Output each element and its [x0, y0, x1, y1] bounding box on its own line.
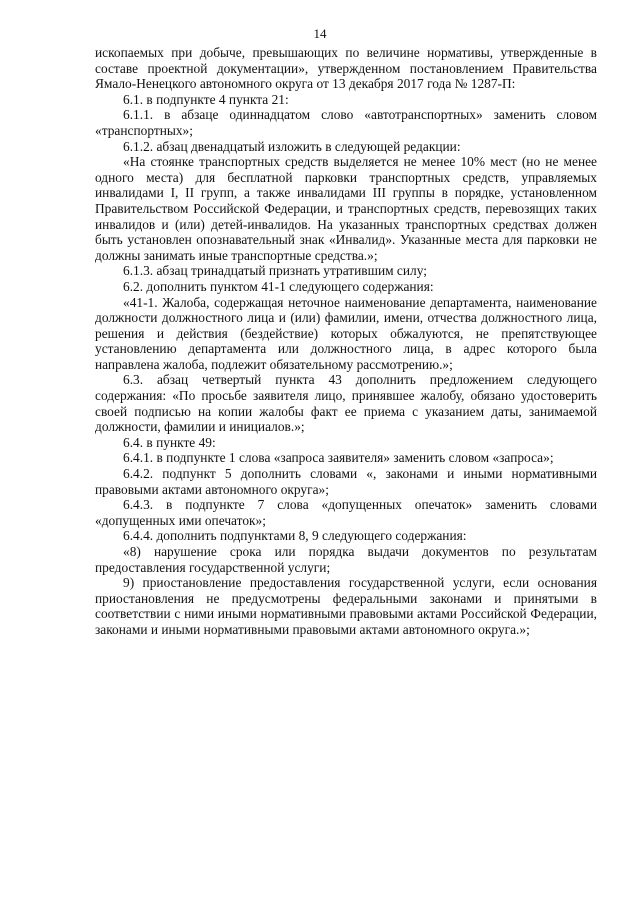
paragraph-6-1-3: 6.1.3. абзац тринадцатый признать утратившим силу; — [123, 263, 427, 279]
paragraph-subitem-8: «8) нарушение срока или порядка выдачи документов по результатам предоставления государственной услуги; — [95, 544, 597, 575]
paragraph-6-1-2: 6.1.2. абзац двенадцатый изложить в следующей редакции: — [123, 138, 461, 154]
paragraph-6-4-4: 6.4.4. дополнить подпунктами 8, 9 следующего содержания: — [123, 528, 467, 544]
paragraph-6-2: 6.2. дополнить пунктом 41-1 следующего содержания: — [123, 278, 434, 294]
page-number: 14 — [313, 26, 327, 41]
paragraph-intro: ископаемых при добыче, превышающих по величине нормативы, утвержденные в составе проектной документации», утвержденном постановлением Правительства Ямало-Ненецкого автономного округа от 13 декабря 2017 года № 1287-П: — [95, 45, 597, 92]
document-body — [95, 45, 597, 638]
paragraph-6-4-1: 6.4.1. в подпункте 1 слова «запроса заявителя» заменить словом «запроса»; — [123, 450, 554, 466]
paragraph-6-4-2: 6.4.2. подпункт 5 дополнить словами «, законами и иными нормативными правовыми актами автономного округа»; — [95, 466, 597, 497]
paragraph-6-4-3: 6.4.3. в подпункте 7 слова «допущенных опечаток» заменить словами «допущенных ими опечаток»; — [95, 497, 597, 528]
paragraph-parking-quote: «На стоянке транспортных средств выделяется не менее 10% мест (но не менее одного места) для бесплатной парковки транспортных средств, управляемых инвалидами I, II групп, а также инвалидами III группы в порядке, установленном Правительством Российской Федерации, и транспортных средств, перевозящих таких инвалидов и (или) детей-инвалидов. На указанных транспортных средствах должен быть установлен опознавательный знак «Инвалид». Указанные места для парковки не должны занимать иные транспортные средства.»; — [95, 154, 597, 263]
paragraph-6-1-1: 6.1.1. в абзаце одиннадцатом слово «автотранспортных» заменить словом «транспортных»; — [95, 107, 597, 138]
paragraph-6-4: 6.4. в пункте 49: — [123, 434, 216, 450]
paragraph-6-3: 6.3. абзац четвертый пункта 43 дополнить предложением следующего содержания: «По просьбе заявителя лицо, принявшее жалобу, обязано удостоверить своей подписью на копии жалобы факт ее приема с указанием даты, занимаемой должности, фамилии и инициалов.»; — [95, 372, 597, 435]
paragraph-6-1: 6.1. в подпункте 4 пункта 21: — [123, 91, 289, 107]
paragraph-41-1-quote: «41-1. Жалоба, содержащая неточное наименование департамента, наименование должности должностного лица и (или) фамилии, имени, отчества должностного лица, решения и действия (бездействие) которых обжалуются, не препятствующее установлению департамента или должностного лица, в адрес которого была направлена жалоба, подлежит обязательному рассмотрению.»; — [95, 294, 597, 372]
paragraph-subitem-9: 9) приостановление предоставления государственной услуги, если основания приостановления не предусмотрены федеральными законами и принятыми в соответствии с ними иными нормативными правовыми актами Российской Федерации, законами и иными нормативными правовыми актами автономного округа.»; — [95, 575, 597, 637]
